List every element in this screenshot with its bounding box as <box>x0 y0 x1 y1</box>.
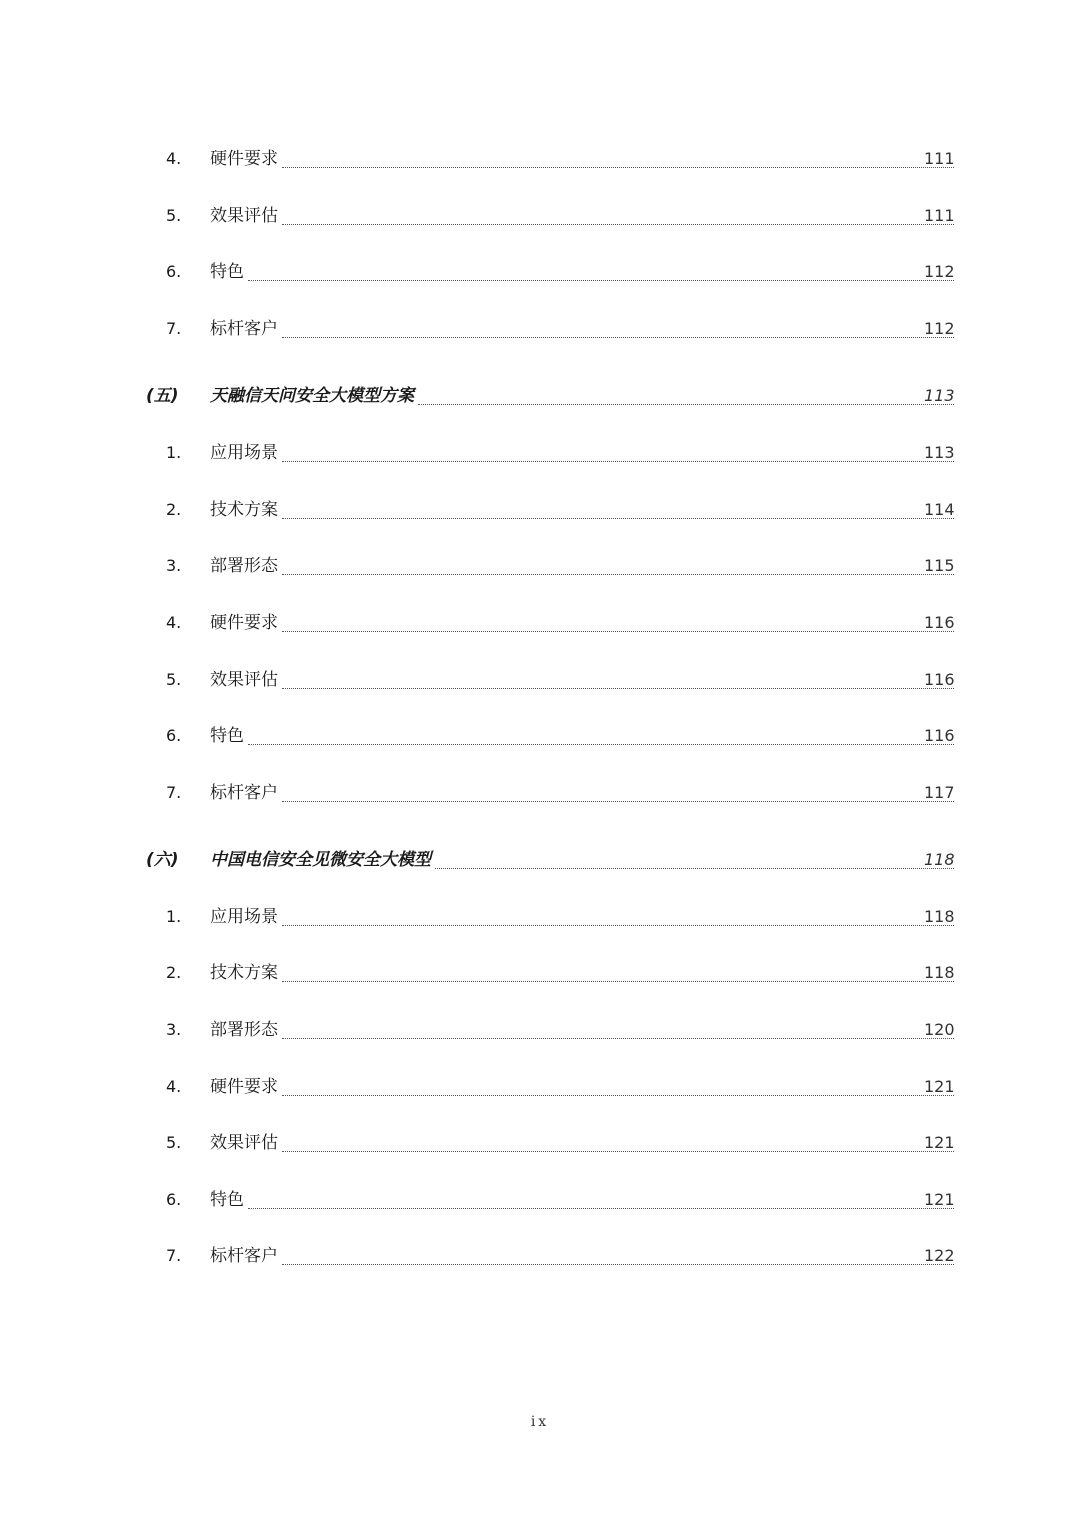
toc-entry-number: (六) <box>146 850 179 870</box>
toc-entry-page-number: 116 <box>924 670 955 689</box>
toc-entry-number: 6. <box>166 726 182 745</box>
toc-entry-title-line <box>210 257 956 287</box>
toc-entry-title: 效果评估 <box>210 206 278 226</box>
toc-entry[interactable] <box>0 1072 1080 1102</box>
toc-entry-number: 3. <box>166 1020 182 1039</box>
toc-entry-title: 天融信天问安全大模型方案 <box>210 386 414 406</box>
toc-entry-page-number: 118 <box>924 907 955 926</box>
toc-entry[interactable] <box>0 1241 1080 1271</box>
toc-dot-leader <box>282 924 954 926</box>
toc-entry[interactable] <box>0 314 1080 344</box>
toc-dot-leader <box>282 517 954 519</box>
toc-entry-page-number: 121 <box>924 1190 955 1209</box>
toc-entry[interactable] <box>0 665 1080 695</box>
toc-entry-title: 硬件要求 <box>210 149 278 169</box>
toc-entry[interactable] <box>0 1185 1080 1215</box>
toc-entry-number: 6. <box>166 262 182 281</box>
toc-dot-leader <box>282 800 954 802</box>
toc-entry-title-line <box>210 958 956 988</box>
toc-entry-title: 特色 <box>210 726 244 746</box>
toc-entry-title: 标杆客户 <box>210 783 278 803</box>
toc-entry-number: 2. <box>166 963 182 982</box>
toc-dot-leader <box>282 573 954 575</box>
toc-entry-page-number: 117 <box>924 783 955 802</box>
toc-entry-title: 特色 <box>210 262 244 282</box>
toc-entry-page-number: 111 <box>924 206 955 225</box>
toc-entry-title: 效果评估 <box>210 1133 278 1153</box>
toc-entry-title: 应用场景 <box>210 443 278 463</box>
toc-entry-title-line <box>210 201 956 231</box>
toc-entry-title-line <box>210 721 956 751</box>
toc-dot-leader <box>282 1037 954 1039</box>
toc-entry-page-number: 113 <box>924 386 955 405</box>
toc-entry-number: 7. <box>166 319 182 338</box>
toc-entry-title-line <box>210 1072 956 1102</box>
toc-entry-page-number: 113 <box>924 443 955 462</box>
toc-entry-page-number: 121 <box>924 1133 955 1152</box>
toc-entry-page-number: 112 <box>924 262 955 281</box>
toc-entry-title-line <box>210 495 956 525</box>
toc-entry-title: 技术方案 <box>210 963 278 983</box>
toc-entry-title-line <box>210 314 956 344</box>
toc-entry[interactable] <box>0 551 1080 581</box>
toc-entry-title-line <box>210 144 956 174</box>
toc-entry-number: 1. <box>166 443 182 462</box>
toc-entry[interactable] <box>0 721 1080 751</box>
toc-entry[interactable] <box>0 495 1080 525</box>
toc-entry-title-line <box>210 1128 956 1158</box>
toc-entry-number: 3. <box>166 556 182 575</box>
toc-entry[interactable] <box>0 438 1080 468</box>
toc-entry[interactable] <box>0 201 1080 231</box>
toc-entry-number: 1. <box>166 907 182 926</box>
toc-entry-number: 4. <box>166 613 182 632</box>
toc-entry[interactable] <box>0 144 1080 174</box>
toc-dot-leader <box>282 166 954 168</box>
toc-entry-title-line <box>210 438 956 468</box>
toc-entry[interactable] <box>0 1128 1080 1158</box>
toc-entry-page-number: 118 <box>924 963 955 982</box>
toc-entry-title: 技术方案 <box>210 500 278 520</box>
toc-entry-title: 部署形态 <box>210 556 278 576</box>
toc-dot-leader <box>282 336 954 338</box>
toc-entry-page-number: 121 <box>924 1077 955 1096</box>
toc-entry-page-number: 112 <box>924 319 955 338</box>
toc-entry-title: 应用场景 <box>210 907 278 927</box>
toc-entry-title-line <box>210 902 956 932</box>
toc-entry[interactable] <box>0 902 1080 932</box>
toc-entry-title: 标杆客户 <box>210 319 278 339</box>
toc-entry-title-line <box>210 778 956 808</box>
toc-entry-title-line <box>210 551 956 581</box>
toc-entry-title: 硬件要求 <box>210 1077 278 1097</box>
toc-dot-leader <box>282 1263 954 1265</box>
toc-entry-title-line <box>210 608 956 638</box>
toc-entry[interactable] <box>0 257 1080 287</box>
toc-entry-number: 7. <box>166 783 182 802</box>
toc-entry-title: 特色 <box>210 1190 244 1210</box>
toc-entry-page-number: 116 <box>924 613 955 632</box>
toc-dot-leader <box>282 630 954 632</box>
toc-dot-leader <box>248 279 954 281</box>
toc-entry-title: 效果评估 <box>210 670 278 690</box>
toc-entry-title-line <box>210 381 956 411</box>
toc-entry-title: 硬件要求 <box>210 613 278 633</box>
toc-entry-page-number: 114 <box>924 500 955 519</box>
toc-dot-leader <box>282 980 954 982</box>
toc-dot-leader <box>282 687 954 689</box>
toc-entry-page-number: 111 <box>924 149 955 168</box>
toc-entry-title-line <box>210 665 956 695</box>
toc-dot-leader <box>435 867 954 869</box>
toc-entry-title-line <box>210 1015 956 1045</box>
toc-dot-leader <box>282 1150 954 1152</box>
toc-entry-page-number: 118 <box>924 850 955 869</box>
toc-entry-number: 5. <box>166 1133 182 1152</box>
toc-entry-number: 4. <box>166 149 182 168</box>
toc-dot-leader <box>282 460 954 462</box>
toc-entry-title-line <box>210 845 956 875</box>
toc-dot-leader <box>418 403 954 405</box>
toc-entry-number: 5. <box>166 670 182 689</box>
toc-entry-number: 6. <box>166 1190 182 1209</box>
toc-entry-title: 标杆客户 <box>210 1246 278 1266</box>
toc-dot-leader <box>282 1094 954 1096</box>
toc-entry[interactable] <box>0 958 1080 988</box>
toc-entry-number: 4. <box>166 1077 182 1096</box>
toc-entry[interactable] <box>0 1015 1080 1045</box>
toc-entry-title-line <box>210 1241 956 1271</box>
toc-entry-title: 部署形态 <box>210 1020 278 1040</box>
toc-entry-number: (五) <box>146 386 179 406</box>
toc-section-entry[interactable] <box>0 381 1080 411</box>
toc-entry-page-number: 120 <box>924 1020 955 1039</box>
toc-entry[interactable] <box>0 778 1080 808</box>
toc-entry-number: 5. <box>166 206 182 225</box>
toc-entry-page-number: 122 <box>924 1246 955 1265</box>
toc-entry-page-number: 116 <box>924 726 955 745</box>
toc-entry-title-line <box>210 1185 956 1215</box>
toc-section-entry[interactable] <box>0 845 1080 875</box>
toc-entry-page-number: 115 <box>924 556 955 575</box>
toc-entry[interactable] <box>0 608 1080 638</box>
toc-dot-leader <box>248 1207 954 1209</box>
toc-entry-title: 中国电信安全见微安全大模型 <box>210 850 431 870</box>
page-number: ix <box>530 1414 550 1430</box>
toc-entry-number: 7. <box>166 1246 182 1265</box>
toc-dot-leader <box>248 743 954 745</box>
toc-entry-number: 2. <box>166 500 182 519</box>
toc-dot-leader <box>282 223 954 225</box>
